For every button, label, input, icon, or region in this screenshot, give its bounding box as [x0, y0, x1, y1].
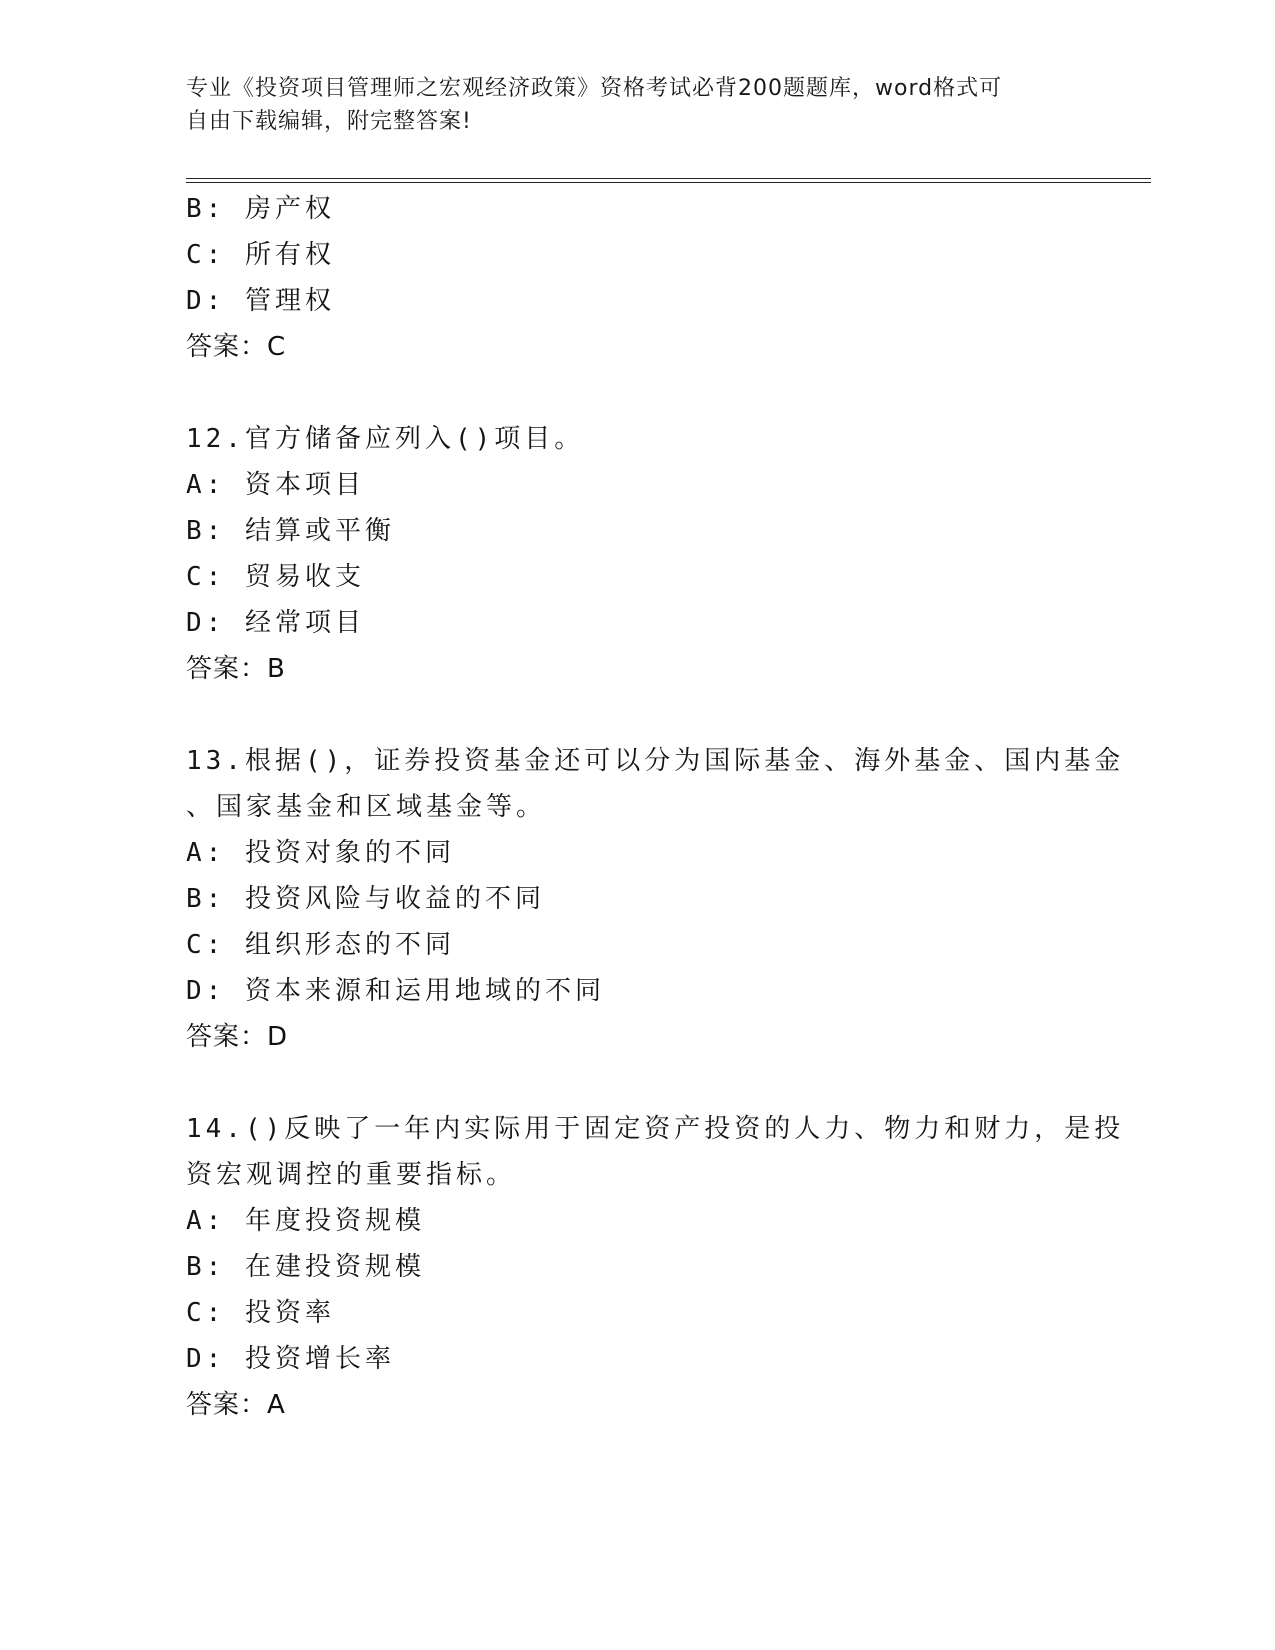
option-b: B: 结算或平衡: [186, 516, 395, 546]
option-b: B: 投资风险与收益的不同: [186, 884, 545, 914]
option-d: D: 经常项目: [186, 608, 365, 638]
header-line-1: 专业《投资项目管理师之宏观经济政策》资格考试必背200题题库，word格式可: [186, 76, 1003, 101]
question-11-fragment: [186, 186, 1086, 370]
option-b: B: 在建投资规模: [186, 1252, 425, 1282]
question-13: [186, 738, 1125, 1060]
question-stem-line-2: 、国家基金和区域基金等。: [186, 792, 547, 822]
answer-line: 答案：A: [186, 1390, 286, 1420]
option-a: A: 资本项目: [186, 470, 365, 500]
option-d: D: 管理权: [186, 286, 335, 316]
spacer: [186, 370, 1086, 416]
option-c: C: 所有权: [186, 240, 335, 270]
option-c: C: 组织形态的不同: [186, 930, 455, 960]
option-a: A: 投资对象的不同: [186, 838, 455, 868]
question-stem-line-1: 13.根据()，证券投资基金还可以分为国际基金、海外基金、国内基金: [186, 746, 1125, 776]
header-divider-bottom: [186, 182, 1151, 183]
option-d: D: 投资增长率: [186, 1344, 395, 1374]
question-stem-line-2: 资宏观调控的重要指标。: [186, 1160, 517, 1190]
spacer: [186, 692, 1086, 738]
document-header: [186, 72, 1066, 138]
answer-line: 答案：B: [186, 654, 286, 684]
question-14: [186, 1106, 1125, 1428]
option-c: C: 贸易收支: [186, 562, 365, 592]
header-divider-top: [186, 178, 1151, 179]
question-stem-line-1: 14.()反映了一年内实际用于固定资产投资的人力、物力和财力，是投: [186, 1114, 1125, 1144]
document-body: [186, 186, 1125, 1428]
answer-line: 答案：D: [186, 1022, 289, 1052]
option-a: A: 年度投资规模: [186, 1206, 425, 1236]
question-stem: 12.官方储备应列入()项目。: [186, 424, 585, 454]
option-d: D: 资本来源和运用地域的不同: [186, 976, 605, 1006]
option-b: B: 房产权: [186, 194, 335, 224]
header-line-2: 自由下载编辑，附完整答案!: [186, 109, 472, 134]
question-12: [186, 416, 1086, 692]
option-c: C: 投资率: [186, 1298, 335, 1328]
answer-line: 答案：C: [186, 332, 287, 362]
spacer: [186, 1060, 1086, 1106]
